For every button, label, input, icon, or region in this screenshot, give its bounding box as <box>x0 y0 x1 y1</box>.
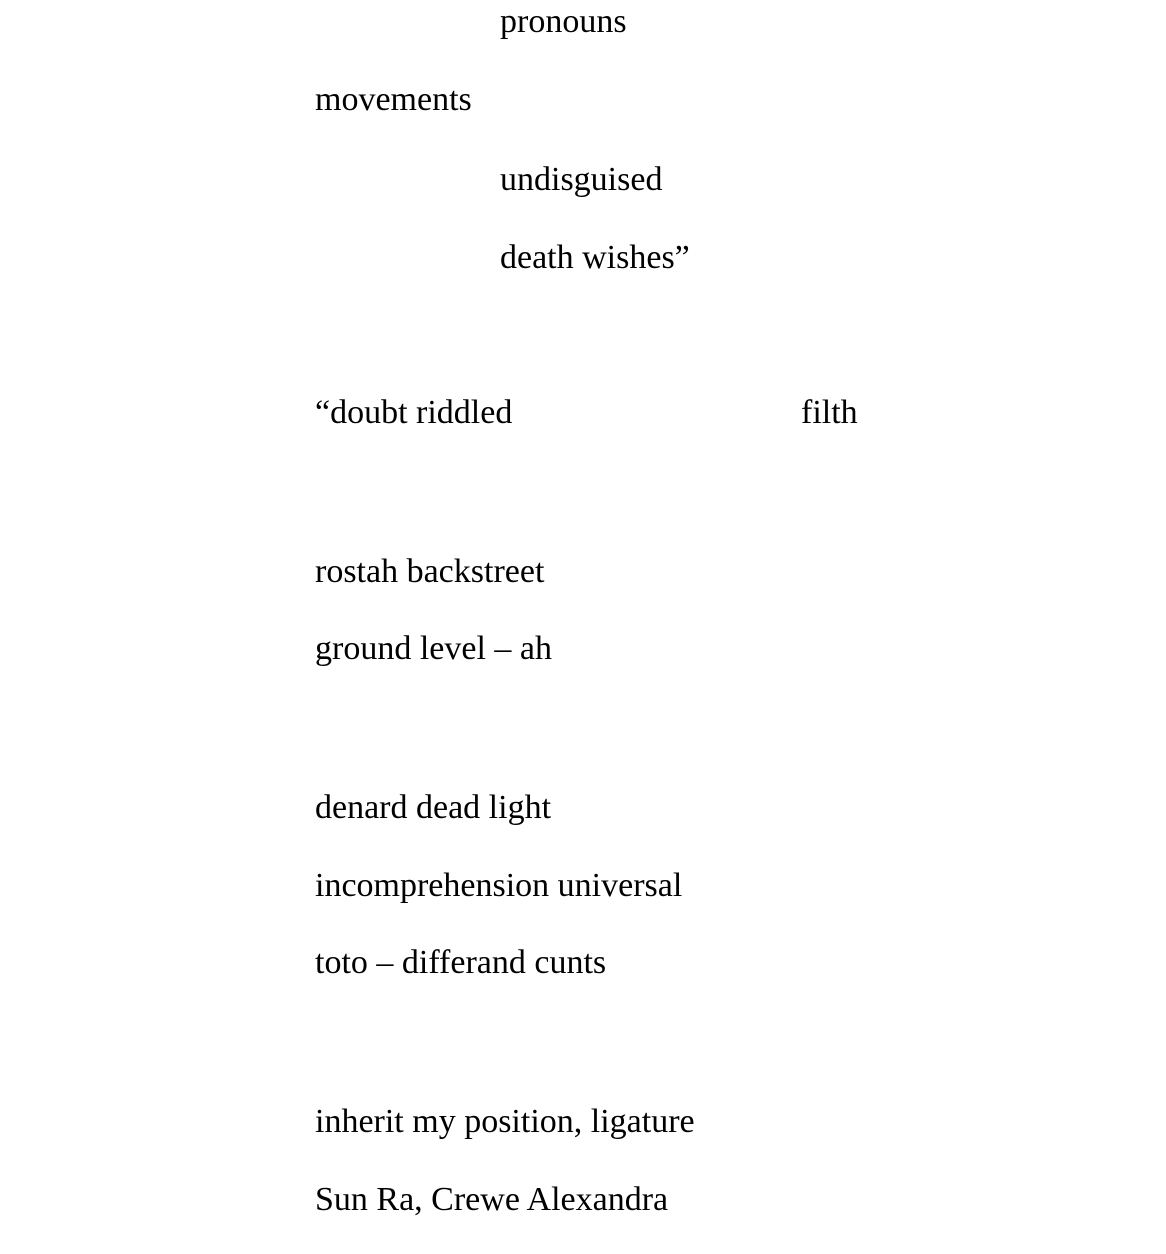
poem-line: pronouns <box>500 3 627 40</box>
poem-line: denard dead light <box>315 789 552 826</box>
poem-line: “doubt riddled <box>315 394 513 431</box>
poem-line: toto – differand cunts <box>315 944 607 981</box>
poem-line: rostah backstreet <box>315 553 545 590</box>
poem-line: movements <box>315 81 472 118</box>
poem-line: incomprehension universal <box>315 867 683 904</box>
poem-line: ground level – ah <box>315 630 552 667</box>
poem-line: filth <box>801 394 858 431</box>
poem-line: death wishes” <box>500 239 690 276</box>
poem-line: Sun Ra, Crewe Alexandra <box>315 1181 669 1218</box>
poem-line: inherit my position, ligature <box>315 1103 695 1140</box>
poem-line: undisguised <box>500 161 663 198</box>
